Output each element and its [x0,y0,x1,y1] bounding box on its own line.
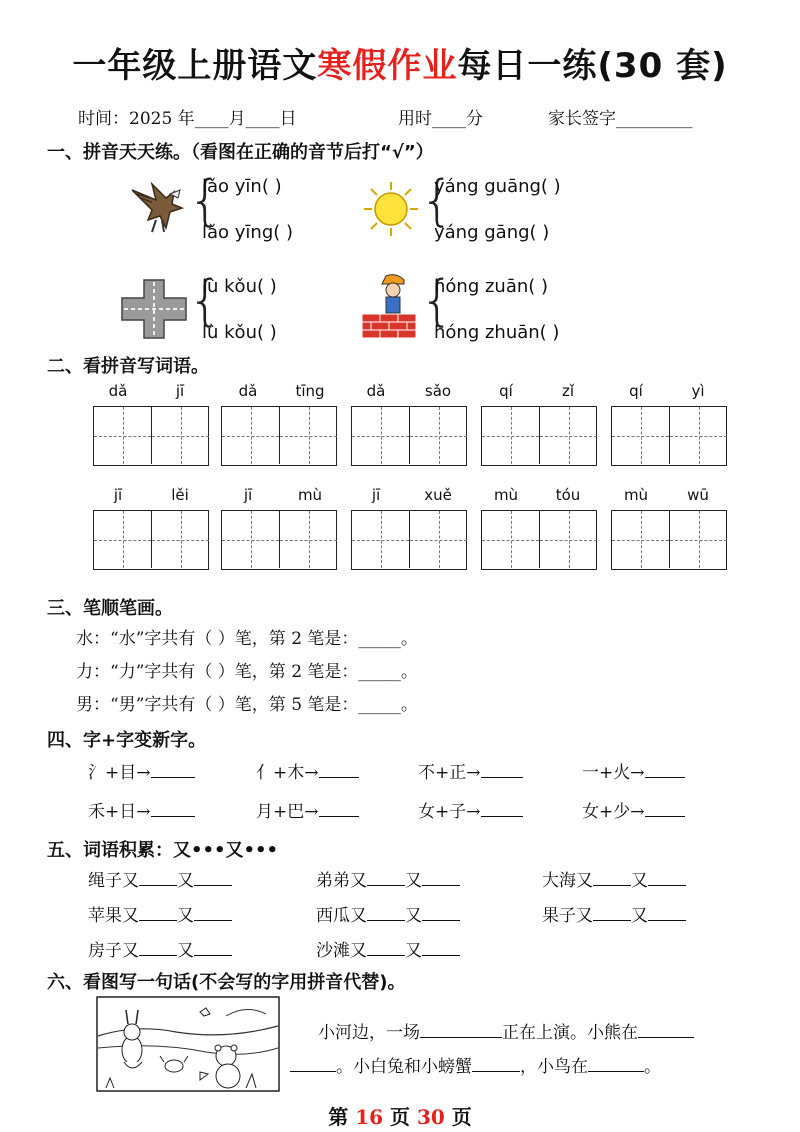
pinyin-label: xuě [424,486,452,504]
pinyin-option[interactable]: lù kǒu( ) [202,322,277,343]
title-highlight: 寒假作业 [317,46,458,86]
eagle-icon [122,172,190,240]
phrase-item[interactable]: 西瓜又 又 [316,901,460,926]
char-combo[interactable]: 不+正→ [418,758,523,783]
pinyin-label: tīng [295,382,325,400]
char-combo[interactable]: 氵+目→ [88,758,195,783]
pinyin-label: jī [175,382,185,400]
char-combo[interactable]: 女+少→ [582,797,685,822]
parent-sign-field[interactable]: 家长签字_________ [548,109,693,129]
writing-grid[interactable] [611,510,727,570]
char-combo[interactable]: 一+火→ [582,758,685,783]
phrase-item[interactable]: 沙滩又 又 [316,936,460,961]
writing-grid[interactable] [351,510,467,570]
pinyin-label: sǎo [424,382,452,400]
section-2-heading: 二、看拼音写词语。 [47,356,209,377]
section-1-heading: 一、拼音天天练。（看图在正确的音节后打“√”） [47,142,434,163]
pinyin-label: qí [499,382,513,400]
brace-4: { [420,269,455,332]
sentence-line-1[interactable]: 小河边，一场 正在上演。小熊在 [318,1018,694,1043]
phrase-item[interactable]: 果子又 又 [542,901,686,926]
stroke-question[interactable]: 男：“男”字共有（ ）笔，第 5 笔是：_____。 [76,695,418,715]
page-indicator: 第 16 页 30 页 [328,1105,472,1129]
char-combo[interactable]: 月+巴→ [256,797,359,822]
char-combo[interactable]: 禾+日→ [88,797,195,822]
writing-grid[interactable] [481,510,597,570]
phrase-item[interactable]: 房子又 又 [88,936,232,961]
pinyin-option[interactable]: yáng guāng( ) [434,176,561,197]
section-3-heading: 三、笔顺笔画。 [47,598,173,619]
pinyin-label: zǐ [561,382,575,400]
pinyin-label: yì [691,382,705,400]
pinyin-label: mù [493,486,519,504]
brace-2: { [420,169,455,232]
pinyin-label: lěi [171,486,189,504]
duration-field[interactable]: 用时____分 [398,109,483,129]
pinyin-label: mù [297,486,323,504]
sun-icon [360,180,422,238]
pinyin-option[interactable]: hóng zhuān( ) [434,322,560,343]
brace-3: { [188,269,223,332]
phrase-item[interactable]: 大海又 又 [542,866,686,891]
pinyin-label: mù [623,486,649,504]
section-6-heading: 六、看图写一句话(不会写的字用拼音代替)。 [47,972,406,993]
section-5-heading: 五、词语积累：又•••又••• [47,840,279,861]
brace-1: { [188,169,223,232]
sentence-line-2[interactable]: 。小白兔和小螃蟹 ，小鸟在 。 [290,1052,661,1077]
pinyin-label: tóu [555,486,581,504]
section-4-heading: 四、字+字变新字。 [47,730,207,751]
pinyin-option[interactable]: hóng zuān( ) [434,276,549,297]
pinyin-option[interactable]: lǎo yīng( ) [202,222,294,243]
pinyin-label: wū [687,486,709,504]
date-field[interactable]: 时间：2025 年____月____日 [78,109,297,129]
pinyin-option[interactable]: yáng gāng( ) [434,222,550,243]
writing-grid[interactable] [93,510,209,570]
phrase-item[interactable]: 苹果又 又 [88,901,232,926]
char-combo[interactable]: 亻+木→ [256,758,359,783]
writing-grid[interactable] [93,406,209,466]
pinyin-option[interactable]: lǎo yīn( ) [202,176,282,197]
pinyin-label: jī [113,486,123,504]
stroke-question[interactable]: 力：“力”字共有（ ）笔，第 2 笔是：_____。 [76,662,418,682]
phrase-item[interactable]: 绳子又 又 [88,866,232,891]
pinyin-option[interactable]: lù kǒu( ) [202,276,277,297]
writing-grid[interactable] [351,406,467,466]
page-title: 一年级上册语文寒假作业每日一练(30 套) [72,46,728,86]
writing-grid[interactable] [611,406,727,466]
writing-grid[interactable] [481,406,597,466]
crossroad-icon [120,278,188,340]
bricklayer-icon [360,272,418,342]
pinyin-label: dǎ [238,382,258,400]
char-combo[interactable]: 女+子→ [418,797,523,822]
writing-grid[interactable] [221,510,337,570]
pinyin-label: jī [371,486,381,504]
pinyin-label: dǎ [366,382,386,400]
riverside-scene-illustration [96,996,280,1092]
pinyin-label: dǎ [108,382,128,400]
writing-grid[interactable] [221,406,337,466]
stroke-question[interactable]: 水：“水”字共有（ ）笔，第 2 笔是：_____。 [76,629,418,649]
phrase-item[interactable]: 弟弟又 又 [316,866,460,891]
pinyin-label: qí [629,382,643,400]
pinyin-label: jī [243,486,253,504]
